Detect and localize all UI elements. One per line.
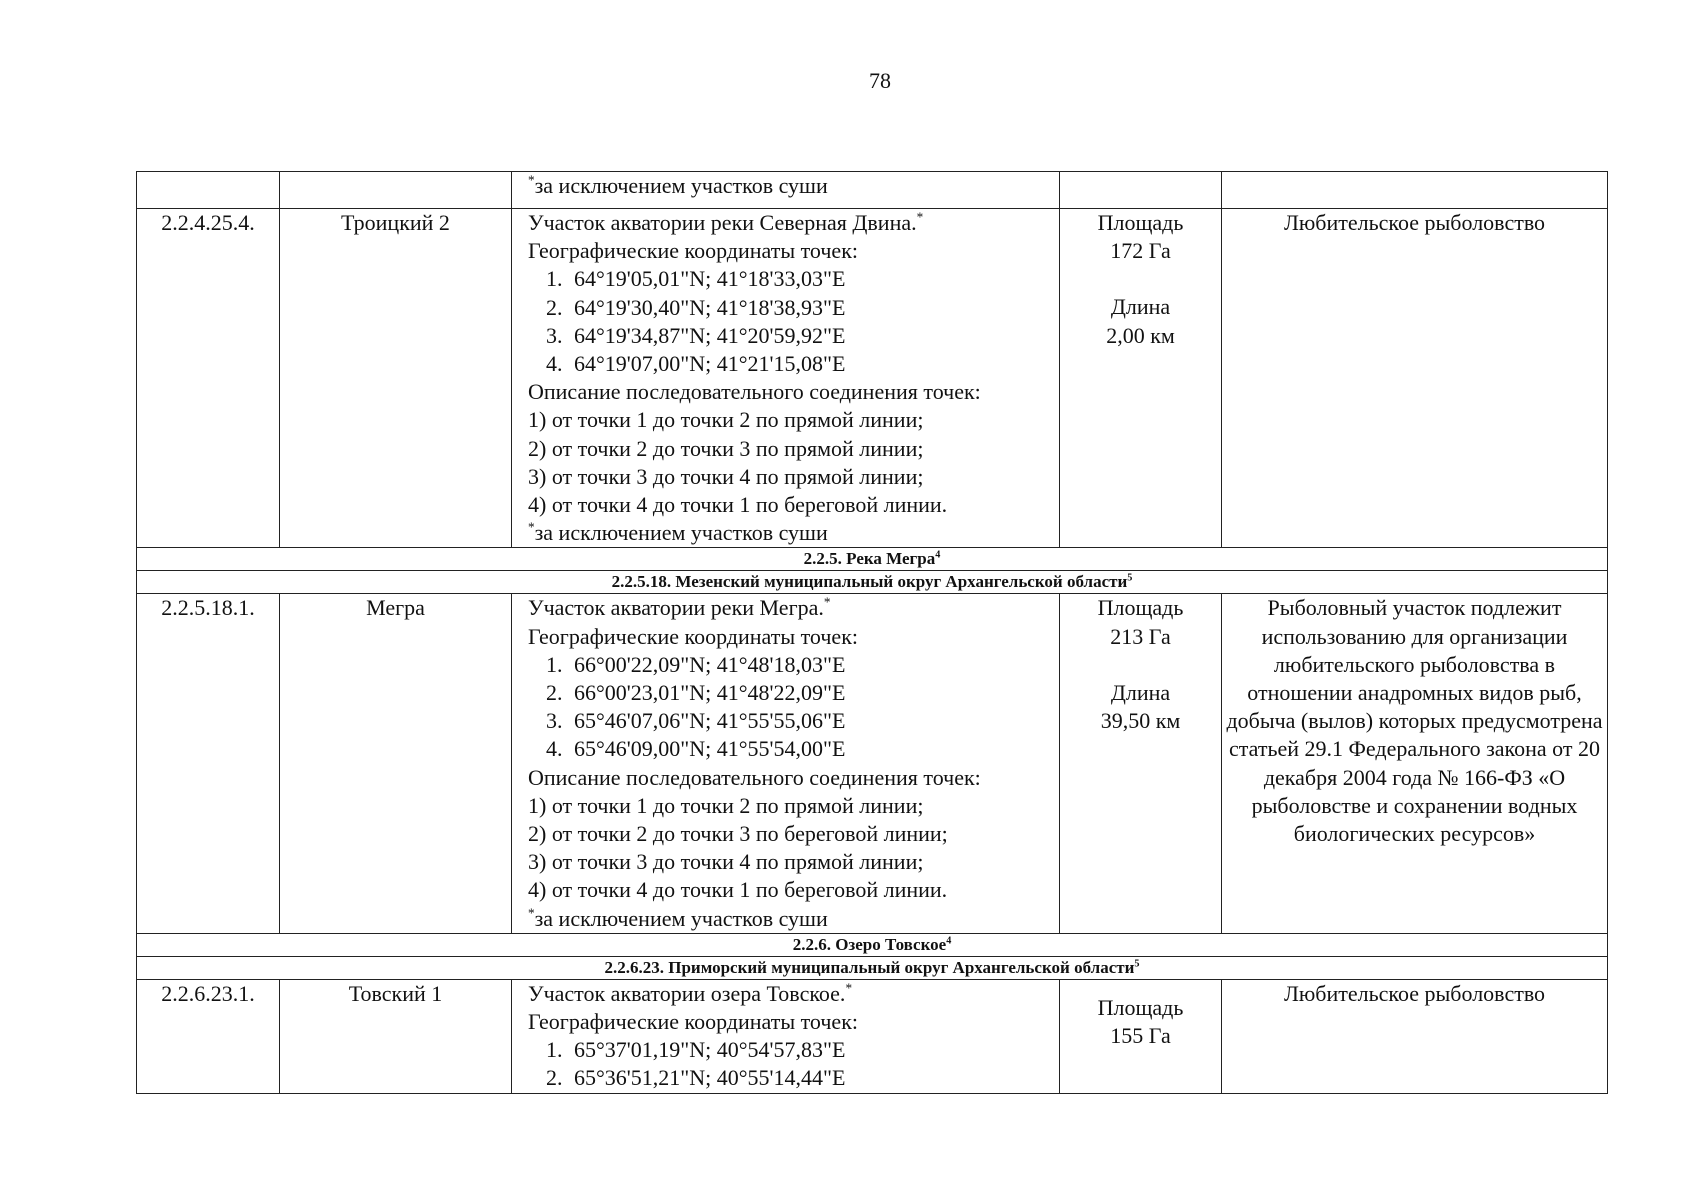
coords-list [528,651,1055,764]
coords-label: Географические координаты точек: [528,1009,858,1035]
coord-item: 1. 64°19'05,01"N; 41°18'33,03"E [568,265,1055,293]
coords-list [528,1036,1055,1092]
section-header: 2.2.6.23. Приморский муниципальный округ Архангельской области$^5$ [137,956,1608,979]
table-row-continuation [137,172,1608,209]
length-label: Длина [1110,294,1171,320]
coord-item: 2. 64°19'30,40"N; 41°18'38,93"E [568,294,1055,322]
area-name: Мегра [280,594,512,933]
area-title: Участок акватории озера Товское.* [528,980,853,1006]
table-row [137,594,1608,933]
section-header: 2.2.5.18. Мезенский муниципальный округ Архангельской области$^5$ [137,571,1608,594]
coords-list [528,265,1055,378]
coords-label: Географические координаты точек: [528,623,858,649]
coord-item: 4. 65°46'09,00"N; 41°55'54,00"E [568,735,1055,763]
area-code: 2.2.5.18.1. [137,594,280,933]
coord-item: 2. 66°00'23,01"N; 41°48'22,09"E [568,679,1055,707]
area-title: Участок акватории реки Мегра.* [528,595,831,621]
fishing-use: Рыболовный участок подлежит использованию для организации любительского рыболовства в отношении анадромных видов рыб, добыча (вылов) которых предусмотрена статьей 29.1 Федерального закона от 20 декабря 2004 года № 166-ФЗ «О рыболовстве и сохранении водных биологических ресурсов» [1222,594,1608,933]
area-title: Участок акватории реки Северная Двина.* [528,209,924,235]
connection-item: 2) от точки 2 до точки 3 по береговой линии; [528,821,948,847]
area-params [1060,209,1222,548]
connection-item: 4) от точки 4 до точки 1 по береговой линии. [528,877,948,903]
connection-label: Описание последовательного соединения точек: [528,379,981,405]
fishing-areas-table [136,171,1608,1094]
coord-item: 1. 65°37'01,19"N; 40°54'57,83"E [568,1036,1055,1064]
table-row [137,979,1608,1093]
area-note: *за исключением участков суши [528,519,828,546]
connection-item: 3) от точки 3 до точки 4 по прямой линии; [528,849,924,875]
area-description [512,594,1060,933]
area-note: *за исключением участков суши [512,172,1060,209]
area-code: 2.2.6.23.1. [137,979,280,1093]
coord-item: 1. 66°00'22,09"N; 41°48'18,03"E [568,651,1055,679]
length-value: 2,00 км [1106,322,1175,348]
area-name: Товский 1 [280,979,512,1093]
connection-item: 1) от точки 1 до точки 2 по прямой линии; [528,407,924,433]
area-description [512,209,1060,548]
area-label: Площадь [1097,994,1184,1020]
page-number: 78 [869,68,891,93]
section-header: 2.2.6. Озеро Товское$^4$ [137,933,1608,956]
fishing-use: Любительское рыболовство [1222,209,1608,548]
area-note: *за исключением участков суши [528,905,828,931]
coords-label: Географические координаты точек: [528,238,858,264]
coord-item: 4. 64°19'07,00"N; 41°21'15,08"E [568,350,1055,378]
area-value: 172 Га [1110,238,1171,264]
length-label: Длина [1110,679,1171,705]
area-code: 2.2.4.25.4. [137,209,280,548]
area-value: 155 Га [1110,1023,1171,1049]
table-row [137,209,1608,548]
connection-item: 4) от точки 4 до точки 1 по береговой линии. [528,492,948,518]
area-description [512,979,1060,1093]
connection-item: 3) от точки 3 до точки 4 по прямой линии; [528,463,924,489]
section-header: 2.2.5. Река Мегра$^4$ [137,548,1608,571]
area-params [1060,594,1222,933]
connection-item: 2) от точки 2 до точки 3 по прямой линии; [528,435,924,461]
length-value: 39,50 км [1100,708,1181,734]
connection-label: Описание последовательного соединения точек: [528,764,981,790]
coord-item: 3. 64°19'34,87"N; 41°20'59,92"E [568,322,1055,350]
area-value: 213 Га [1110,623,1171,649]
area-params [1060,979,1222,1093]
coord-item: 3. 65°46'07,06"N; 41°55'55,06"E [568,707,1055,735]
coord-item: 2. 65°36'51,21"N; 40°55'14,44"E [568,1064,1055,1092]
fishing-use: Любительское рыболовство [1222,979,1608,1093]
area-label: Площадь [1097,210,1184,235]
connection-item: 1) от точки 1 до точки 2 по прямой линии; [528,792,924,818]
area-name: Троицкий 2 [280,209,512,548]
area-label: Площадь [1097,595,1184,621]
